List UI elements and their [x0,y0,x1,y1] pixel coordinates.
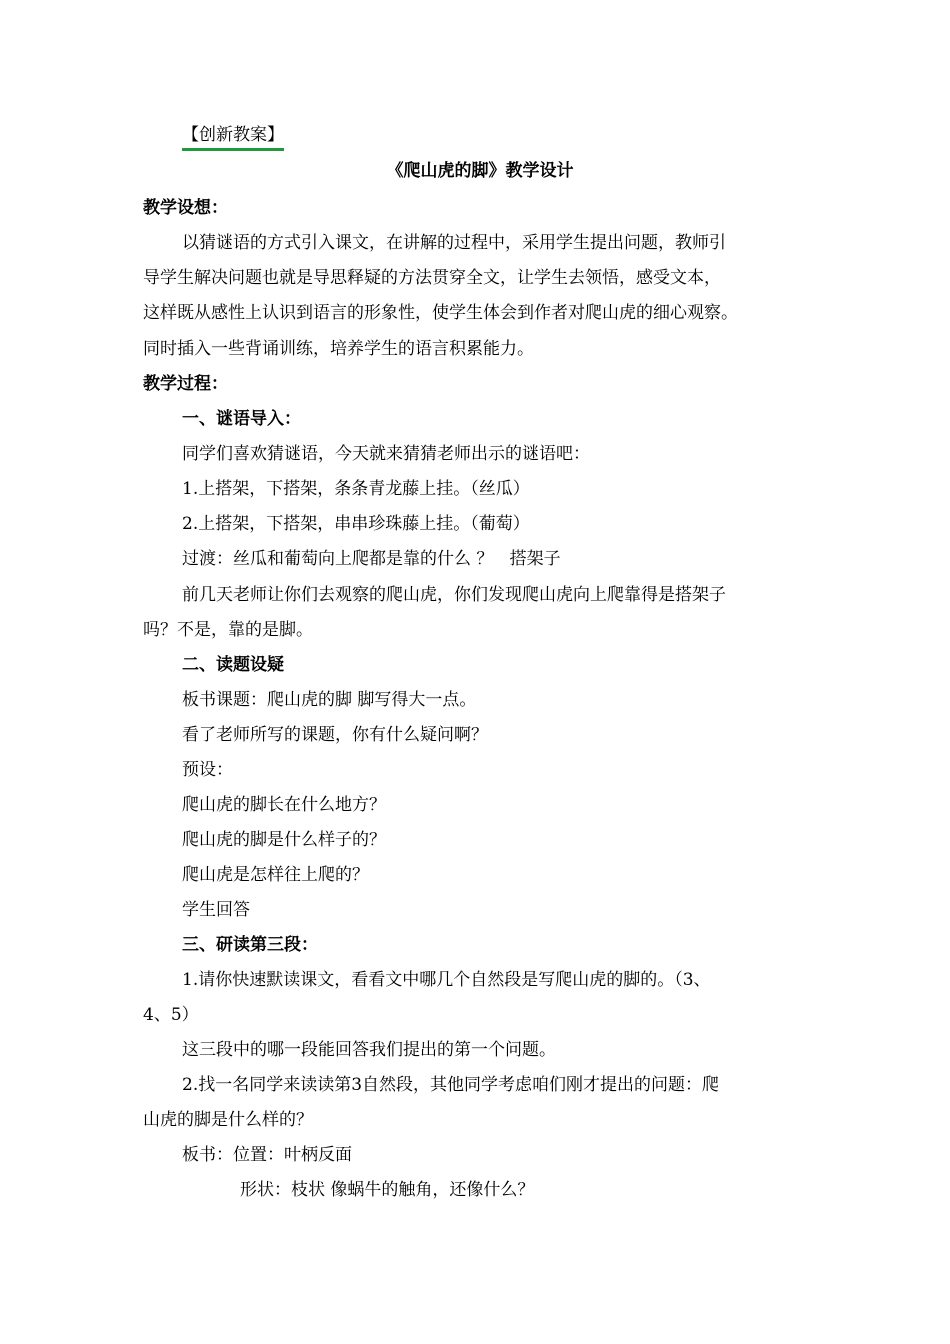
riddle-line: 2.上搭架，下搭架，串串珍珠藤上挂。（葡萄） [182,514,530,534]
paragraph-line: 这三段中的哪一段能回答我们提出的第一个问题。 [182,1040,556,1060]
tag-label: 【创新教案】 [182,124,284,151]
section-heading: 三、研读第三段： [182,935,318,955]
design-heading: 教学设想： [143,198,228,218]
paragraph-line: 1.请你快速默读课文，看看文中哪几个自然段是写爬山虎的脚的。（3、 [182,970,711,990]
section-heading: 二、读题设疑 [182,655,284,675]
design-line: 这样既从感性上认识到语言的形象性，使学生体会到作者对爬山虎的细心观察。 [143,303,738,323]
paragraph-line: 前几天老师让你们去观察的爬山虎，你们发现爬山虎向上爬靠得是搭架子 [182,585,726,605]
paragraph-line: 板书课题：爬山虎的脚 脚写得大一点。 [182,690,477,710]
paragraph-line: 同学们喜欢猜谜语，今天就来猜猜老师出示的谜语吧： [182,444,590,464]
design-line: 以猜谜语的方式引入课文，在讲解的过程中，采用学生提出问题，教师引 [182,233,726,253]
board-note-line: 板书：位置：叶柄反面 [182,1145,352,1165]
paragraph-line: 4、5） [143,1005,199,1025]
question-line: 爬山虎的脚是什么样子的？ [182,830,386,850]
design-line: 同时插入一些背诵训练，培养学生的语言积累能力。 [143,339,534,359]
process-heading: 教学过程： [143,374,228,394]
paragraph-line: 预设： [182,760,233,780]
design-line: 导学生解决问题也就是导思释疑的方法贯穿全文，让学生去领悟，感受文本， [143,268,721,288]
question-line: 爬山虎是怎样往上爬的？ [182,865,369,885]
paragraph-line: 山虎的脚是什么样的？ [143,1110,313,1130]
riddle-line: 1.上搭架，下搭架，条条青龙藤上挂。（丝瓜） [182,479,530,499]
transition-line: 过渡：丝瓜和葡萄向上爬都是靠的什么 ？ 搭架子 [182,549,561,569]
paragraph-line: 学生回答 [182,900,250,920]
document-title: 《爬山虎的脚》教学设计 [386,161,574,181]
paragraph-line: 2.找一名同学来读读第3自然段，其他同学考虑咱们刚才提出的问题：爬 [182,1075,720,1095]
section-heading: 一、谜语导入： [182,409,301,429]
board-note-line: 形状：枝状 像蜗牛的触角，还像什么？ [240,1180,535,1200]
question-line: 爬山虎的脚长在什么地方？ [182,795,386,815]
paragraph-line: 吗？不是，靠的是脚。 [143,620,313,640]
paragraph-line: 看了老师所写的课题，你有什么疑问啊？ [182,725,488,745]
